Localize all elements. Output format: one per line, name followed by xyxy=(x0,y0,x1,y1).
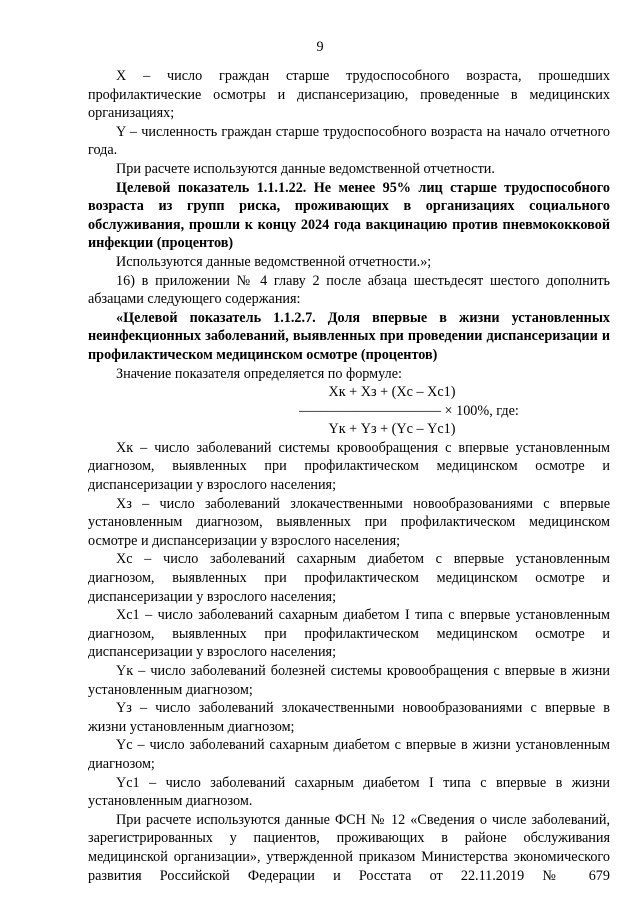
paragraph-yc-definition: Yс – число заболеваний сахарным диабетом с впервые в жизни установленным диагнозом; xyxy=(88,737,610,772)
paragraph-fsn-12-source: При расчете используются данные ФСН № 12 «Сведения о числе заболеваний, зарегистрированных у пациентов, проживающих в районе обслуживания медицинской организации», утвержденной приказом Министерства экономического развития Российской Федерации и Росстата от 22.11.2019 № 679 xyxy=(88,811,610,884)
paragraph-yc1-definition: Yс1 – число заболеваний сахарным диабетом I типа с впервые в жизни установленным диагнозом. xyxy=(88,774,610,810)
paragraph-xk-definition: Хк – число заболеваний системы кровообращения с впервые установленным диагнозом, выявленных при профилактическом медицинском осмотре и диспансеризации у взрослого населения; xyxy=(88,439,610,494)
paragraph-xz-definition: Хз – число заболеваний злокачественными новообразованиями с впервые установленным диагнозом, выявленных при профилактическом медицинском осмотре и диспансеризации у взрослого населения; xyxy=(88,495,610,549)
paragraph-data-source: При расчете используются данные ведомственной отчетности. xyxy=(116,160,495,177)
paragraph-yk-definition: Yк – число заболеваний болезней системы кровообращения с впервые в жизни установленным диагнозом; xyxy=(88,663,610,698)
page-number: 9 xyxy=(316,39,324,55)
formula-fraction-line: —————————— xyxy=(299,402,441,419)
formula-denominator: Yк + Yз + (Yс – Yс1) xyxy=(328,421,456,438)
document-body xyxy=(88,67,610,885)
paragraph-yz-definition: Yз – число заболеваний злокачественными новообразованиями с впервые в жизни установленным диагнозом; xyxy=(88,700,610,735)
paragraph-amendment-16: 16) в приложении № 4 главу 2 после абзаца шестьдесят шестого дополнить абзацами следующего содержания: xyxy=(88,272,610,308)
paragraph-target-1-1-1-22: Целевой показатель 1.1.1.22. Не менее 95% лиц старше трудоспособного возраста из групп риска, проживающих в организациях социального обслуживания, прошли к концу 2024 года вакцинацию против пневмококковой инфекции (процентов) xyxy=(88,179,610,252)
paragraph-data-source-2: Используются данные ведомственной отчетности.»; xyxy=(116,253,432,270)
paragraph-x-definition: X – число граждан старше трудоспособного возраста, прошедших профилактические осмотры и диспансеризацию, проведенные в медицинских организациях; xyxy=(88,68,610,122)
formula-multiplier: × 100%, где: xyxy=(441,402,519,419)
paragraph-formula-intro: Значение показателя определяется по формуле: xyxy=(116,365,402,382)
formula xyxy=(88,383,610,439)
paragraph-target-1-1-2-7: «Целевой показатель 1.1.2.7. Доля впервые в жизни установленных неинфекционных заболеваний, выявленных при проведении диспансеризации и профилактическом медицинском осмотре (процентов) xyxy=(88,309,610,363)
paragraph-xc1-definition: Хс1 – число заболеваний сахарным диабетом I типа с впервые установленным диагнозом, выявленных при профилактическом медицинском осмотре и диспансеризации у взрослого населения; xyxy=(88,607,610,661)
paragraph-xc-definition: Хс – число заболеваний сахарным диабетом с впервые установленным диагнозом, выявленных при профилактическом медицинском осмотре и диспансеризации у взрослого населения; xyxy=(88,551,610,605)
formula-fraction-row xyxy=(88,402,610,421)
paragraph-y-definition: Y – численность граждан старше трудоспособного возраста на начало отчетного года. xyxy=(88,123,610,159)
formula-numerator: Хк + Хз + (Хс – Хс1) xyxy=(328,384,456,401)
